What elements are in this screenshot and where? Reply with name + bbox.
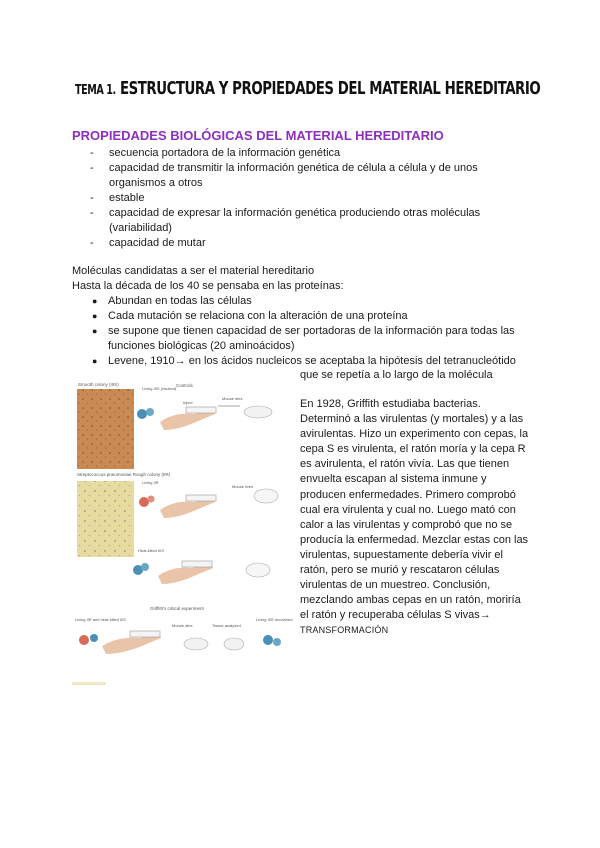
levene-continuation: que se repetía a lo largo de la molécula bbox=[300, 369, 493, 381]
dead-mouse-icon bbox=[244, 406, 272, 418]
syringe-icon bbox=[130, 631, 160, 637]
bacteria-red-icon bbox=[139, 497, 149, 507]
experiment-title: Griffith's critical experiment bbox=[150, 606, 204, 611]
inject-label: Inject bbox=[183, 400, 193, 405]
strain-s-label: Living IIIS (virulent) bbox=[142, 386, 177, 391]
dead-mouse-icon bbox=[184, 638, 208, 650]
transformation-word: TRANSFORMACIÓN bbox=[300, 625, 389, 636]
property-item: - capacidad de expresar la información genética produciendo otras moléculas (variabilidad) bbox=[90, 206, 530, 236]
property-item: - capacidad de mutar bbox=[90, 236, 530, 251]
syringe-icon bbox=[186, 495, 216, 501]
strain-r-label: Living IIR bbox=[142, 480, 159, 485]
dissected-mouse-icon bbox=[224, 638, 244, 650]
figure-caption-marker bbox=[72, 682, 106, 685]
smooth-colony-texture bbox=[77, 389, 134, 469]
griffith-experiment-figure bbox=[72, 378, 294, 678]
mouse-dies-label: Mouse dies bbox=[172, 623, 193, 628]
recovered-label: Living IIIS recovered bbox=[256, 617, 293, 622]
candidates-intro: Moléculas candidatas a ser el material hereditario bbox=[72, 265, 315, 277]
heat-killed-label: Heat-killed IIIS bbox=[138, 548, 165, 553]
griffith-paragraph bbox=[300, 397, 532, 639]
section-heading: PROPIEDADES BIOLÓGICAS DEL MATERIAL HEREDITARIO bbox=[72, 128, 444, 143]
syringe-icon bbox=[186, 407, 216, 413]
syringe-icon bbox=[182, 561, 212, 567]
mouse-lives-label: Mouse lives bbox=[232, 484, 254, 489]
protein-bullets bbox=[92, 294, 532, 369]
mouse-dies-label: Mouse dies bbox=[222, 396, 243, 401]
property-item: - secuencia portadora de la información genética bbox=[90, 146, 530, 161]
controls-label: Controls bbox=[176, 383, 193, 388]
mixed-strains-label: Living IIR and heat-killed IIIS bbox=[75, 617, 126, 622]
bacteria-blue-icon bbox=[273, 638, 281, 646]
bullet-item: ● Levene, 1910→ en los ácidos nucleicos se aceptaba la hipótesis del tetranucleótido bbox=[92, 354, 532, 369]
bacteria-blue-icon bbox=[137, 409, 147, 419]
tissue-label: Tissue analyzed bbox=[212, 623, 241, 628]
griffith-text: En 1928, Griffith estudiaba bacterias. Determinó a las virulentas (y mortales) y a las avirulentas. Hizo un experimento con cepas, la cepa S es virulenta, el ratón moría y la cepa R es avirulenta, el ratón vivía. Las que tienen envuelta escapan al sistema inmune y producen enfermedades. Primero comprobó cual era virulenta y cual no. Luego mató con calor a las virulentas y comprobó que no se producía la enfermedad. Mezclar estas con las virulentas, supuestamente debería vivir el ratón, pero se murió y rescataron células virulentas de un muestreo. Conclusión, mezclando ambas cepas en un ratón, moriría el ratón y recuperaba células S vivas→ bbox=[300, 398, 529, 622]
bacteria-blue-icon bbox=[90, 634, 98, 642]
properties-list bbox=[90, 146, 530, 251]
property-item: - capacidad de transmitir la información genética de célula a célula y de unos organismos a otros bbox=[90, 161, 530, 191]
live-mouse-icon bbox=[254, 489, 278, 503]
bacteria-blue-icon bbox=[263, 635, 273, 645]
page-title bbox=[75, 78, 541, 99]
title-text: ESTRUCTURA Y PROPIEDADES DEL MATERIAL HEREDITARIO bbox=[119, 78, 541, 99]
bacteria-red-icon bbox=[79, 635, 89, 645]
bacteria-red-icon bbox=[148, 496, 155, 503]
bullet-item: ● se supone que tienen capacidad de ser portadoras de la información para todas las funciones biológicas (20 aminoácidos) bbox=[92, 324, 532, 354]
live-mouse-icon bbox=[246, 563, 270, 577]
rough-colony-texture bbox=[77, 481, 134, 557]
bullet-item: ● Abundan en todas las células bbox=[92, 294, 532, 309]
rough-colony-label: Streptococcus pneumoniae Rough colony (IIR) bbox=[77, 472, 171, 477]
smooth-colony-label: Smooth colony (IIIS) bbox=[78, 382, 119, 387]
bacteria-blue-icon bbox=[141, 563, 149, 571]
bacteria-blue-icon bbox=[146, 408, 154, 416]
property-item: - estable bbox=[90, 191, 530, 206]
bullet-item: ● Cada mutación se relaciona con la alteración de una proteína bbox=[92, 309, 532, 324]
proteins-intro: Hasta la década de los 40 se pensaba en las proteínas: bbox=[72, 280, 344, 292]
title-number: TEMA 1. bbox=[75, 83, 116, 98]
